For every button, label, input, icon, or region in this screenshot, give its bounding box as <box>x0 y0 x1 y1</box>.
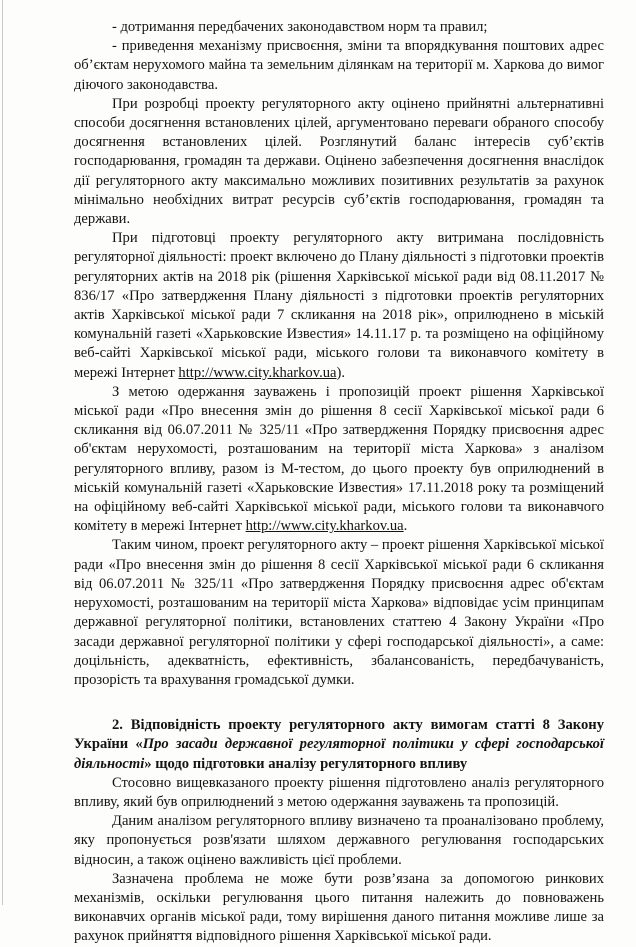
paragraph-text: При підготовці проекту регуляторного акту витримана послідовність регуляторної діяльності: проект включено до Плану діяльності з підготовки проектів регуляторних актів на 2018 рік (рішення Харківської міської ради від 08.11.2017 № 836/17 «Про затвердження Плану діяльності з підготовки проектів регуляторних актів Харківської міської ради 7 скликання на 2018 рік», оприлюднено в міській комунальній газеті «Харьковские Известия» 14.11.17 р. та розміщено на офіційному веб-сайті Харківської міської ради, міського голови та виконавчого комітету в мережі Інтернет <box>74 230 604 381</box>
heading-part: » щодо підготовки аналізу регуляторного впливу <box>144 755 468 772</box>
paragraph-solution: Зазначена проблема не може бути розв’язана за допомогою ринкових механізмів, оскільки регулювання цього питання належить до повноважень виконавчих органів міської ради, тому вирішення даного питання можливе лише за рахунок прийняття відповідного рішення Харківської міської ради. <box>74 870 604 945</box>
website-link[interactable]: http://www.city.kharkov.ua <box>178 364 337 381</box>
paragraph-analysis: Стосовно вищевказаного проекту рішення підготовлено аналіз регуляторного впливу, який був оприлюднений з метою одержання зауважень та пропозицій. <box>74 774 604 810</box>
paragraph-alternatives: При розробці проекту регуляторного акту оцінено прийнятні альтернативні способи досягнення встановлених цілей, аргументовано переваги обраного способу досягнення встановлених цілей. Розглянутий баланс інтересів суб’єктів господарювання, громадян та держави. Оцінено забезпечення досягнення внаслідок дії регуляторного акту максимально можливих позитивних результатів за рахунок мінімально необхідних витрат ресурсів суб’єктів господарювання, громадян та держави. <box>74 95 604 228</box>
scan-edge-line <box>2 0 3 905</box>
bullet-item: - приведення механізму присвоєння, зміни та впорядкування поштових адрес об’єктам нерухомого майна та земельним ділянкам на території м. Харкова до вимог діючого законодавства. <box>74 38 604 93</box>
section-heading <box>74 716 604 774</box>
paragraph-problem: Даним аналізом регуляторного впливу визначено та проаналізовано проблему, яку пропонується розв'язати шляхом державного регулювання господарських відносин, а також оцінено важливість цієї проблеми. <box>74 813 604 868</box>
website-link[interactable]: http://www.city.kharkov.ua <box>245 518 404 535</box>
paragraph-publication <box>74 383 604 537</box>
paragraph-conclusion: Таким чином, проект регуляторного акту – проект рішення Харківської міської ради «Про внесення змін до рішення 8 сесії Харківської міської ради 6 скликання від 06.07.2011 № 325/11 «Про затвердження Порядку присвоєння адрес об'єктам нерухомості, розташованим на території міста Харкова» відповідає усім принципам державної регуляторної політики, встановлених статтею 4 Закону України «Про засади державної регуляторної політики у сфері господарської діяльності», а саме: доцільність, адекватність, ефективність, збалансованість, передбачуваність, прозорість та врахування громадської думки. <box>74 537 604 688</box>
paragraph-preparation <box>74 229 604 383</box>
document-body <box>74 18 604 947</box>
paragraph-tail: ). <box>336 364 346 381</box>
heading-part: 2. Відповідність проекту регуляторного акту вимогам статті 8 Закону України « <box>74 717 604 753</box>
heading-law-title: Про засади державної регуляторної політики у сфері господарської діяльності <box>74 736 604 772</box>
paragraph-text: З метою одержання зауважень і пропозицій проект рішення Харківської міської ради «Про внесення змін до рішення 8 сесії Харківської міської ради 6 скликання від 06.07.2011 № 325/11 «Про затвердження Порядку присвоєння адрес об'єктам нерухомості, розташованим на території міста Харкова» з аналізом регуляторного впливу, разом із М-тестом, до цього проекту був оприлюднений в міській комунальній газеті «Харьковские Известия» 17.11.2018 року та розміщений на офіційному веб-сайті Харківської міської ради, міського голови та виконавчого комітету в мережі Інтернет <box>74 383 604 535</box>
bullet-item: - дотримання передбачених законодавством норм та правил; <box>112 19 488 35</box>
paragraph-tail: . <box>403 518 408 535</box>
